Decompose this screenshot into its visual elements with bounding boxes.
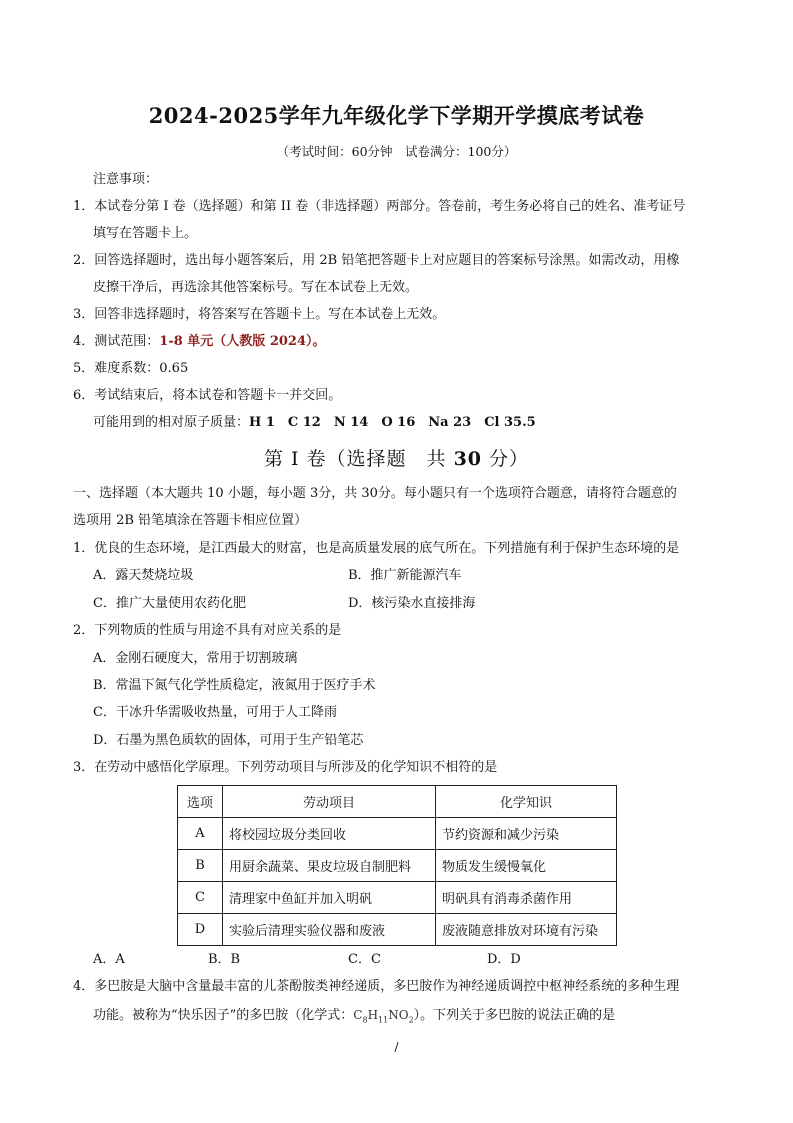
q3-table-header	[178, 786, 617, 818]
q3-row-task: 用厨余蔬菜、果皮垃圾自制肥料	[223, 850, 436, 882]
table-row	[178, 850, 617, 882]
page-number: /	[394, 1040, 399, 1054]
part1-instruction-line1: 一、选择题（本大题共 10 小题，每小题 3分，共 30分。每小题只有一个选项符合题意，请将符合题意的	[73, 486, 677, 501]
q3-row-knowledge: 节约资源和减少污染	[436, 818, 617, 850]
formula-carbon: C	[353, 1008, 363, 1022]
atomic-mass-values: H 1 C 12 N 14 O 16 Na 23 Cl 35.5	[249, 415, 536, 430]
q3-row-option: B	[178, 850, 223, 882]
notice-4-suffix: ）。	[306, 334, 326, 349]
notice-5: 5．难度系数：0.65	[73, 361, 189, 376]
q2-option-c: C．干冰升华需吸收热量，可用于人工降雨	[93, 705, 337, 720]
q3-option-d: D．D	[487, 952, 521, 967]
part1-instruction-line2: 选项用 2B 铅笔填涂在答题卡相应位置）	[73, 513, 308, 528]
q3-option-c: C．C	[348, 952, 381, 967]
q2-option-a: A．金刚石硬度大，常用于切割玻璃	[93, 651, 298, 666]
q4-line2-suffix: ）。下列关于多巴胺的说法正确的是	[413, 1008, 616, 1023]
formula-carbon-sub: 8	[362, 1015, 368, 1025]
exam-title: 2024-2025学年九年级化学下学期开学摸底考试卷	[148, 103, 645, 128]
notice-heading: 注意事项：	[93, 172, 159, 187]
q3-row-option: D	[178, 914, 223, 946]
notice-4-year: 2024	[269, 334, 307, 349]
notice-1-line2: 填写在答题卡上。	[93, 226, 198, 241]
q1-option-b: B．推广新能源汽车	[348, 568, 462, 583]
table-row	[178, 914, 617, 946]
notice-2-line1: 2．回答选择题时，选出每小题答案后，用 2B 铅笔把答题卡上对应题目的答案标号涂黑。如需改动，用橡	[73, 253, 680, 268]
table-row	[178, 818, 617, 850]
q4-stem-line1: 4．多巴胺是大脑中含量最丰富的儿茶酚胺类神经递质，多巴胺作为神经递质调控中枢神经系统的多种生理	[73, 979, 680, 994]
notice-3: 3．回答非选择题时，将答案写在答题卡上。写在本试卷上无效。	[73, 307, 446, 322]
q3-row-task: 清理家中鱼缸并加入明矾	[223, 882, 436, 914]
q3-row-option: A	[178, 818, 223, 850]
q3-row-task: 实验后清理实验仪器和废液	[223, 914, 436, 946]
formula-oxygen-sub: 2	[408, 1015, 414, 1025]
notice-1-line1: 1．本试卷分第 I 卷（选择题）和第 II 卷（非选择题）两部分。答卷前，考生务必将自己的姓名、准考证号	[73, 199, 686, 214]
notice-4-mid: 单元（人教版	[182, 334, 270, 349]
atomic-mass-label: 可能用到的相对原子质量：	[93, 415, 250, 430]
notice-4	[73, 332, 326, 352]
notice-4-prefix: 4．测试范围：	[73, 334, 160, 349]
q3-row-knowledge: 废液随意排放对环境有污染	[436, 914, 617, 946]
notice-4-range: 1-8	[159, 334, 183, 349]
table-row	[178, 882, 617, 914]
q3-option-a: A．A	[93, 952, 125, 967]
notice-6: 6．考试结束后，将本试卷和答题卡一并交回。	[73, 388, 342, 403]
formula-rest: NO	[388, 1008, 409, 1022]
q2-option-d: D．石墨为黑色质软的固体，可用于生产铅笔芯	[93, 733, 364, 748]
section-prefix: 第 I 卷（选择题 共	[263, 448, 454, 470]
formula-hydrogen: H	[367, 1008, 379, 1022]
q3-row-knowledge: 物质发生缓慢氧化	[436, 850, 617, 882]
q3-row-task: 将校园垃圾分类回收	[223, 818, 436, 850]
dopamine-formula	[353, 1008, 414, 1025]
q1-option-d: D．核污染水直接排海	[348, 596, 476, 611]
q2-stem: 2．下列物质的性质与用途不具有对应关系的是	[73, 623, 342, 638]
atomic-mass-line	[93, 413, 536, 433]
q4-line2-prefix: 功能。被称为“快乐因子”的多巴胺（化学式：	[93, 1008, 354, 1023]
q3-header-option: 选项	[178, 786, 223, 818]
q3-option-b: B．B	[208, 952, 241, 967]
q1-option-a: A．露天焚烧垃圾	[93, 568, 194, 583]
q3-row-option: C	[178, 882, 223, 914]
exam-subtitle: （考试时间：60分钟 试卷满分：100分）	[276, 144, 517, 159]
q3-table	[177, 785, 617, 946]
formula-hydrogen-sub: 11	[378, 1015, 389, 1025]
q1-stem: 1．优良的生态环境，是江西最大的财富，也是高质量发展的底气所在。下列措施有利于保护生态环境的是	[73, 541, 680, 556]
section-heading	[0, 444, 793, 471]
section-score: 30	[453, 448, 483, 470]
q2-option-b: B．常温下氮气化学性质稳定，液氮用于医疗手术	[93, 678, 376, 693]
q3-row-knowledge: 明矾具有消毒杀菌作用	[436, 882, 617, 914]
q3-header-knowledge: 化学知识	[436, 786, 617, 818]
q4-stem-line2	[93, 1005, 615, 1030]
section-suffix: 分）	[482, 448, 530, 470]
q3-header-task: 劳动项目	[223, 786, 436, 818]
notice-2-line2: 皮擦干净后，再选涂其他答案标号。写在本试卷上无效。	[93, 280, 419, 295]
q1-option-c: C．推广大量使用农药化肥	[93, 596, 246, 611]
q3-stem: 3．在劳动中感悟化学原理。下列劳动项目与所涉及的化学知识不相符的是	[73, 760, 498, 775]
